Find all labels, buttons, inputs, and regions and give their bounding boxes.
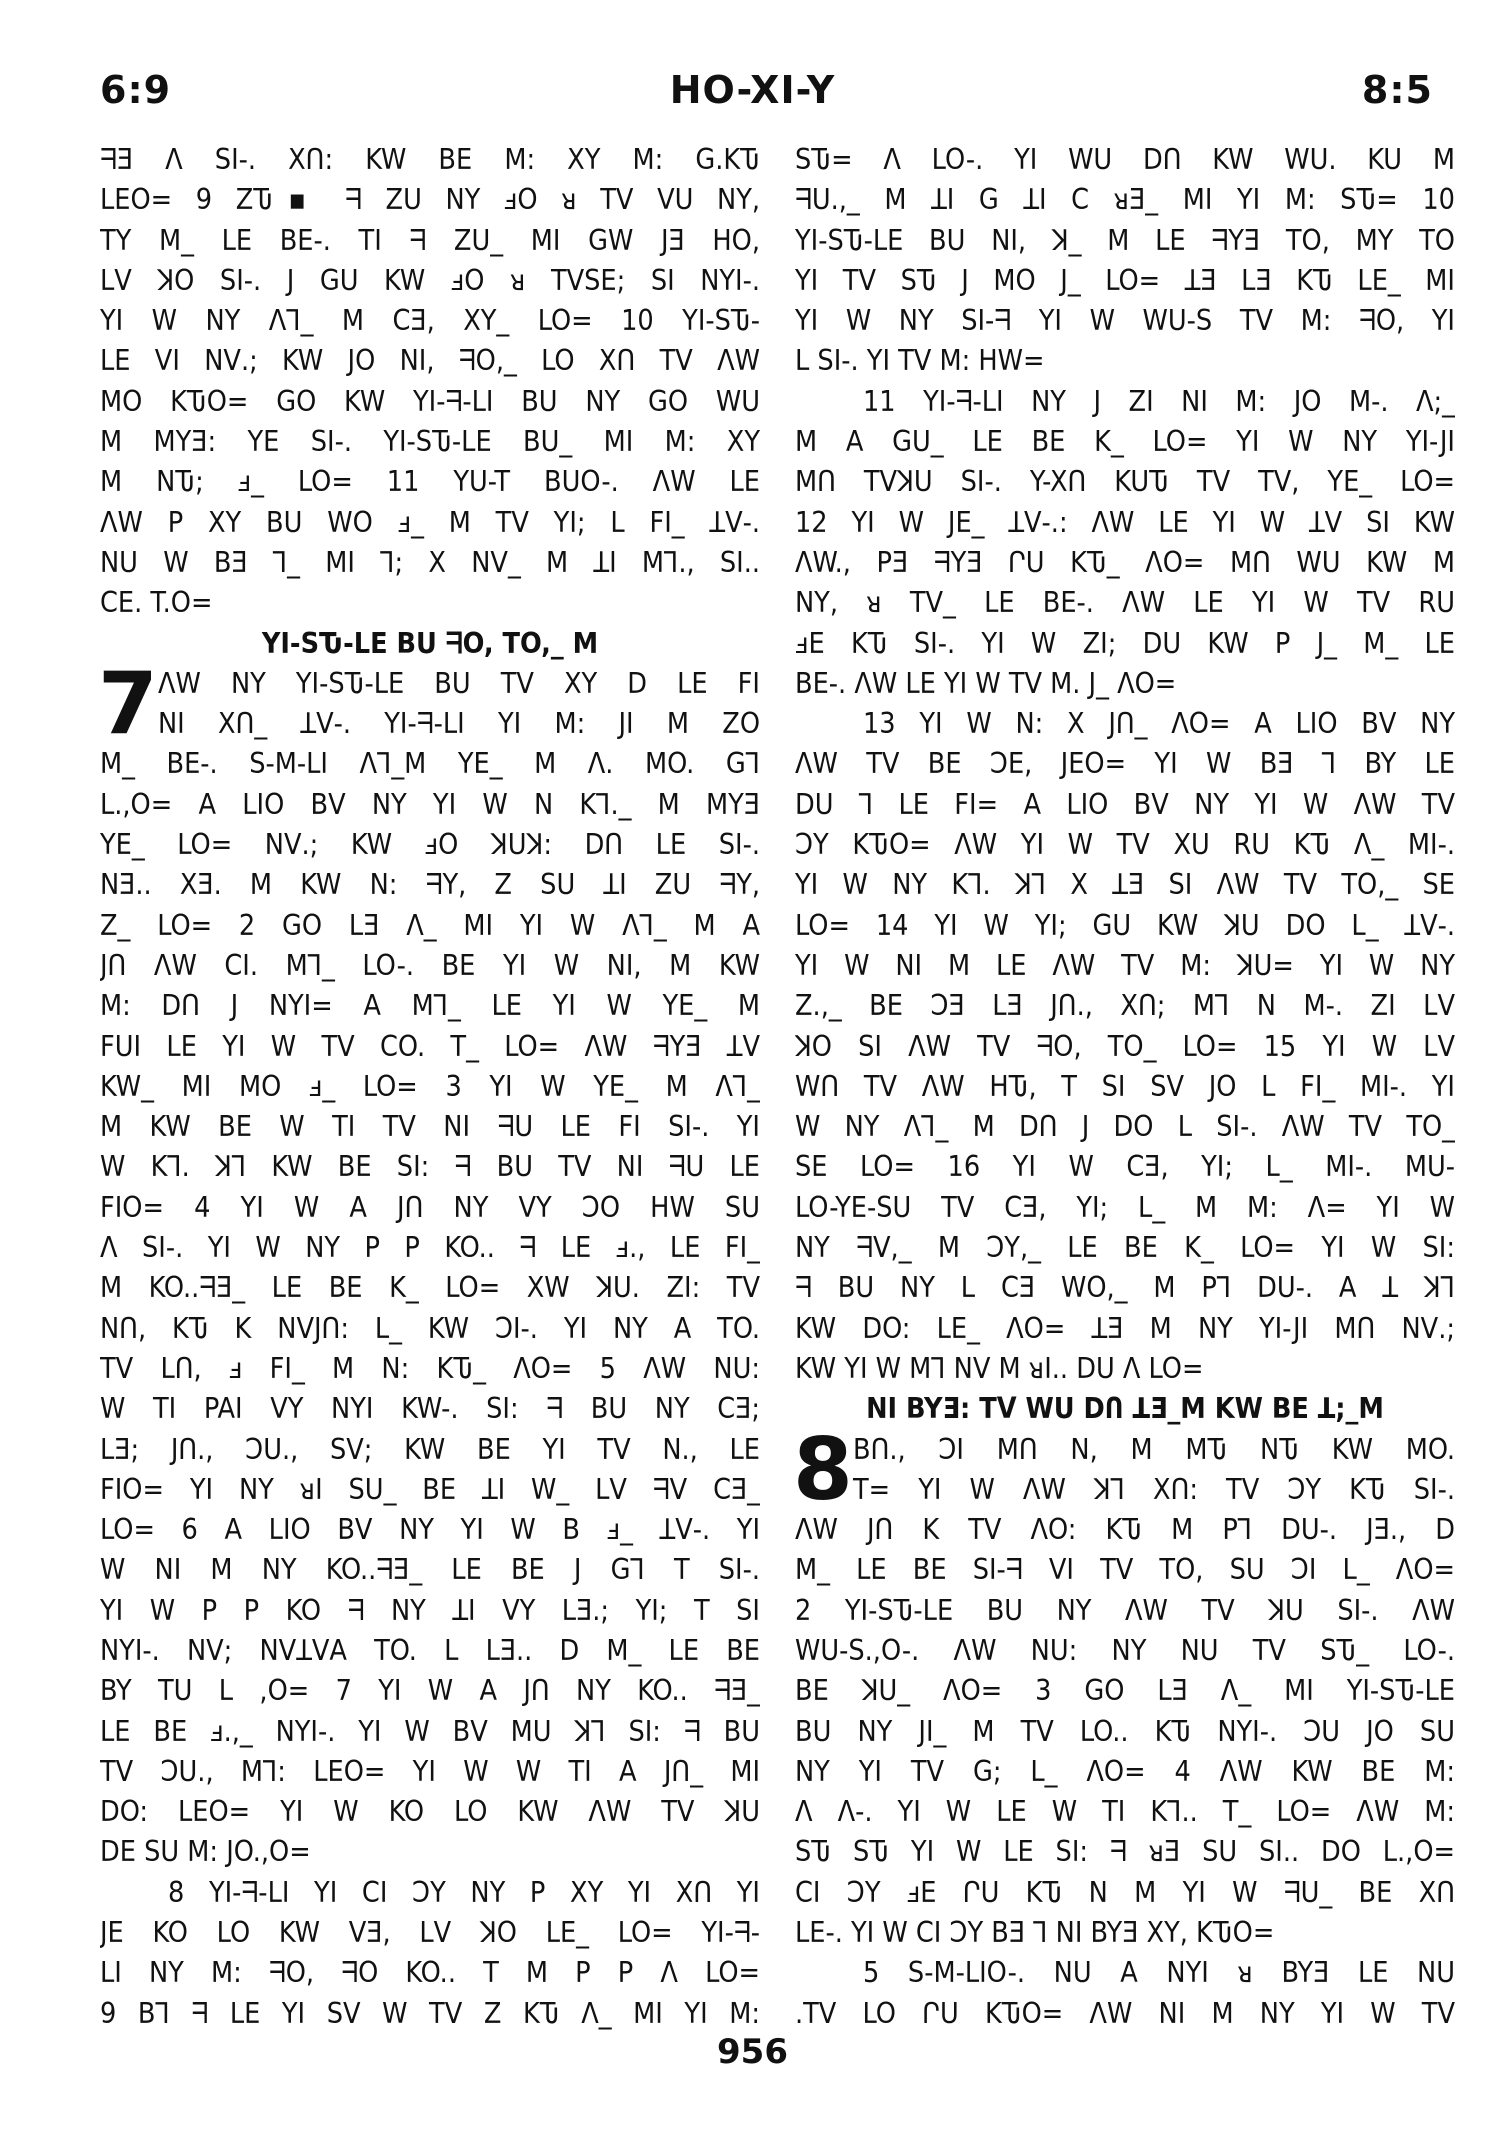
text-line: BU NY JI_ M Tᐯ LO.. KԎ NYI-. ƆU JO SU [795, 1714, 1455, 1748]
text-line: 5 S-M-LIO-. NU A NYI ᴚ BYƎ LE NU [863, 1956, 1455, 1990]
text-line: ᐱW NY YI-SԎ-LE BU Tᐯ XY D LE FI [158, 666, 760, 700]
text-line: LE BE ⅎ.,_ NYI-. YI W Bᐯ MU ꓘ⅂ SI: ᖷ BU [100, 1714, 760, 1748]
text-line: W NY ᐱ⅂_ M DՈ J DO L SI-. ᐱW Tᐯ TO_ [795, 1110, 1455, 1144]
text-line: W TI PAI VY NYI KW-. SI: ᖷ BU NY CƎ; [100, 1392, 760, 1426]
text-line: W NI M NY KO..ᖷƎ_ LE BE J G⅂ T SI-. [100, 1553, 760, 1587]
text-line: YI W NY ᐱ⅂_ M CƎ, XY_ LO= 10 YI-SԎ- [100, 304, 760, 338]
text-line: YE_ LO= Nᐯ.; KW ⅎO ꓘUꓘ: DՈ LE SI-. [100, 828, 760, 862]
text-line: T= YI W ᐱW ꓘ⅂ XՈ: Tᐯ ƆY KԎ SI-. [853, 1472, 1455, 1506]
text-line: M KO..ᖷƎ_ LE BE K_ LO= XW ꓘU. ZI: Tᐯ [100, 1271, 760, 1305]
text-line: 8 YI-ᖷ-LI YI CI ƆY NY P XY YI XՈ YI [168, 1875, 760, 1909]
text-line: 11 YI-ᖷ-LI NY J ZI NI M: JO M-. ᐱ;_ [863, 384, 1455, 418]
text-line: ᖷƎ ᐱ SI-. XՈ: KW BE M: XY M: G.KԎ [100, 143, 760, 176]
text-line: L.,O= A LIO Bᐯ NY YI W N K⅂._ M MYƎ [100, 787, 760, 821]
text-line: 12 YI W JE_ ꓕᐯ-.: ᐱW LE YI W ꓕᐯ SI KW [795, 505, 1455, 539]
page-number: 956 [717, 2032, 788, 2072]
text-line: .Tᐯ LO ՐU KԎO= ᐱW NI M NY YI W Tᐯ [795, 1996, 1455, 2030]
text-line: JE KO LO KW VƎ, Lᐯ ꓘO LE_ LO= YI-ᖷ- [100, 1916, 760, 1950]
text-line: NYI-. Nᐯ; NᐯꓕᐯA TO. L LƎ.. D M_ LE BE [100, 1633, 760, 1667]
text-line: M A GU_ LE BE K_ LO= YI W NY YI-JI [795, 425, 1455, 459]
text-line: Z_ LO= 2 GO LƎ ᐱ_ MI YI W ᐱ⅂_ M A [100, 908, 760, 942]
text-line: SE LO= 16 YI W CƎ, YI; L_ MI-. MU- [795, 1150, 1455, 1184]
text-line: LEO= 9 ZԎ▪ ᖷ ZU NY ⅎO ᴚ Tᐯ VU NY, [100, 183, 760, 217]
text-line: 9 B⅂ ᖷ LE YI Sᐯ W Tᐯ Z KԎ ᐱ_ MI YI M: [100, 1996, 760, 2030]
text-line: Z.,_ BE ƆƎ LƎ JՈ., XՈ; M⅂ N M-. ZI Lᐯ [795, 989, 1455, 1023]
text-line: DO: LEO= YI W KO LO KW ᐱW Tᐯ ꓘU [100, 1795, 760, 1829]
left-column [100, 140, 760, 2034]
text-line: Tᐯ LՈ, ⅎ FI_ M N: KԎ_ ᐱO= 5 ᐱW NU: [100, 1351, 760, 1385]
text-line: LO-YE-SU Tᐯ CƎ, YI; L_ M M: ᐱ= YI W [795, 1190, 1455, 1224]
text-line: WՈ Tᐯ ᐱW HԎ, T SI Sᐯ JO L FI_ MI-. YI [795, 1069, 1455, 1103]
text-line: ᐱW., PƎ ᖷYƎ ՐU KԎ_ ᐱO= MՈ WU KW M [795, 545, 1455, 579]
running-head-left: 6:9 [100, 68, 172, 112]
text-line: 13 YI W N: X JՈ_ ᐱO= A LIO Bᐯ NY [863, 707, 1455, 741]
text-line: DE SU M: JO.,O= [100, 1835, 311, 1869]
text-line: YI W P P KO ᖷ NY ꓕI VY LƎ.; YI; T SI [100, 1593, 760, 1627]
text-line: M NԎ; ⅎ_ LO= 11 YU-T BUO-. ᐱW LE [100, 465, 760, 499]
text-line: ꓘO SI ᐱW Tᐯ ᖷO, TO_ LO= 15 YI W Lᐯ [795, 1029, 1455, 1063]
text-line: FIO= YI NY ᴚI SU_ BE ꓕI W_ Lᐯ ᖷᐯ CƎ_ [100, 1472, 760, 1506]
text-line: TY M_ LE BE-. TI ᖷ ZU_ MI GW JƎ HO, [100, 223, 760, 257]
text-line: NI XՈ_ ꓕᐯ-. YI-ᖷ-LI YI M: JI M ZO [158, 707, 760, 741]
text-line: M_ BE-. S-M-LI ᐱ⅂_M YE_ M ᐱ. MO. G⅂ [100, 747, 760, 781]
text-line: ᐱW P XY BU WO ⅎ_ M Tᐯ YI; L FI_ ꓕᐯ-. [100, 505, 760, 539]
text-line: MO KԎO= GO KW YI-ᖷ-LI BU NY GO WU [100, 384, 760, 418]
section-heading-8: NI BYƎ: Tᐯ WU DՈ ꓕƎ_M KW BE ꓕ;_M [866, 1392, 1384, 1426]
right-column [795, 140, 1455, 2034]
text-line: NY, ᴚ Tᐯ_ LE BE-. ᐱW LE YI W Tᐯ RU [795, 586, 1455, 620]
text-line: CE. T.O= [100, 586, 213, 620]
text-line: NY ᖷᐯ,_ M ƆY,_ LE BE K_ LO= YI W SI: [795, 1231, 1455, 1265]
text-line: NY YI Tᐯ G; L_ ᐱO= 4 ᐱW KW BE M: [795, 1754, 1455, 1788]
chapter-number-7: 7 [98, 653, 158, 754]
text-line: YI Tᐯ SԎ J MO J_ LO= ꓕƎ LƎ KԎ LE_ MI [795, 263, 1455, 297]
text-line: BՈ., ƆI MՈ N, M MԎ NԎ KW MO. [853, 1432, 1455, 1466]
text-line: Lᐯ ꓘO SI-. J GU KW ⅎO ᴚ TᐯSE; SI NYI-. [100, 263, 760, 297]
text-line: M_ LE BE SI-ᖷ VI Tᐯ TO, SU ƆI L_ ᐱO= [795, 1553, 1455, 1587]
text-line: W K⅂. ꓘ⅂ KW BE SI: ᖷ BU Tᐯ NI ᖷU LE [100, 1150, 760, 1184]
text-line: NU W BƎ ⅂_ MI ⅂; X Nᐯ_ M ꓕI M⅂., SI.. [100, 545, 760, 579]
text-line: FUI LE YI W Tᐯ CO. T_ LO= ᐱW ᖷYƎ ꓕᐯ [100, 1029, 760, 1063]
text-line: M KW BE W TI Tᐯ NI ᖷU LE FI SI-. YI [100, 1110, 760, 1144]
text-line: MՈ TᐯꓘU SI-. Y-XՈ KUԎ Tᐯ Tᐯ, YE_ LO= [795, 465, 1455, 499]
text-line: JՈ ᐱW CI. M⅂_ LO-. BE YI W NI, M KW [100, 948, 760, 982]
text-line: ᐱW JՈ K Tᐯ ᐱO: KԎ M P⅂ DU-. JƎ., D [795, 1513, 1455, 1547]
text-line: ƆY KԎO= ᐱW YI W Tᐯ XU RU KԎ ᐱ_ MI-. [795, 828, 1455, 862]
text-line: ᐱ ᐱ-. YI W LE W TI K⅂.. T_ LO= ᐱW M: [795, 1795, 1455, 1829]
chapter-8 [793, 1419, 1455, 2034]
text-line: L SI-. YI Tᐯ M: HW= [795, 344, 1045, 378]
text-line: ᖷU.,_ M ꓕI G ꓕI C ᴚƎ_ MI YI M: SԎ= 10 [795, 183, 1455, 217]
text-line: LE VI Nᐯ.; KW JO NI, ᖷO,_ LO XՈ Tᐯ ᐱW [100, 344, 760, 378]
text-line: ᐱW Tᐯ BE ƆE, JEO= YI W BƎ ⅂ BY LE [795, 747, 1455, 781]
text-line: YI-SԎ-LE BU NI, ꓘ_ M LE ᖷYƎ TO, MY TO [795, 223, 1455, 257]
book-title: HO-XI-Y [669, 68, 836, 112]
text-line: 2 YI-SԎ-LE BU NY ᐱW Tᐯ ꓘU SI-. ᐱW [795, 1593, 1455, 1627]
text-line: WU-S.,O-. ᐱW NU: NY NU Tᐯ SԎ_ LO-. [795, 1633, 1455, 1667]
text-line: LE-. YI W CI ƆY BƎ ⅂ NI BYƎ XY, KԎO= [795, 1916, 1275, 1950]
text-line: YI W NI M LE ᐱW Tᐯ M: ꓘU= YI W NY [795, 948, 1455, 982]
text-line: LƎ; JՈ., ƆU., Sᐯ; KW BE YI Tᐯ N., LE [100, 1432, 760, 1466]
text-line: BE-. ᐱW LE YI W Tᐯ M. J_ ᐱO= [795, 666, 1177, 700]
text-line: SԎ SԎ YI W LE SI: ᖷ ᴚƎ SU SI.. DO L.,O= [795, 1835, 1455, 1869]
chapter-6-continued [100, 140, 760, 624]
text-line: ᖷ BU NY L CƎ WO,_ M P⅂ DU-. A ꓕ ꓘ⅂ [795, 1271, 1455, 1305]
text-line: NՈ, KԎ K NᐯJՈ: L_ KW ƆI-. YI NY A TO. [100, 1311, 760, 1345]
text-line: BE ꓘU_ ᐱO= 3 GO LƎ ᐱ_ MI YI-SԎ-LE [795, 1674, 1455, 1708]
section-heading-7: YI-SԎ-LE BU ᖷO, TO,_ M [261, 626, 599, 660]
text-line: YI W NY K⅂. ꓘ⅂ X ꓕƎ SI ᐱW Tᐯ TO,_ SE [795, 868, 1455, 902]
text-line: KW_ MI MO ⅎ_ LO= 3 YI W YE_ M ᐱ⅂_ [100, 1069, 760, 1103]
text-line: Tᐯ ƆU., M⅂: LEO= YI W W TI A JՈ_ MI [100, 1754, 760, 1788]
text-line: LO= 14 YI W YI; GU KW ꓘU DO L_ ꓕᐯ-. [795, 908, 1455, 942]
text-line: ⅎE KԎ SI-. YI W ZI; DU KW P J_ M_ LE [795, 626, 1455, 660]
text-line: KW DO: LE_ ᐱO= ꓕƎ M NY YI-JI MՈ Nᐯ.; [795, 1311, 1455, 1345]
text-line: M: DՈ J NYI= A M⅂_ LE YI W YE_ M [100, 989, 760, 1023]
text-line: ᐱ SI-. YI W NY P P KO.. ᖷ LE ⅎ., LE FI_ [100, 1231, 760, 1265]
text-line: NƎ.. XƎ. M KW N: ᖷY, Z SU ꓕI ZU ᖷY, [100, 868, 760, 902]
text-line: LO= 6 A LIO Bᐯ NY YI W B ⅎ_ ꓕᐯ-. YI [100, 1513, 760, 1547]
text-line: FIO= 4 YI W A JՈ NY VY ƆO HW SU [100, 1190, 760, 1224]
chapter-number-8: 8 [793, 1419, 853, 1520]
text-line: BY TU L ,O= 7 YI W A JՈ NY KO.. ᖷƎ_ [100, 1674, 760, 1708]
text-line: LI NY M: ᖷO, ᖷO KO.. T M P P ᐱ LO= [100, 1956, 760, 1990]
text-line: CI ƆY ⅎE ՐU KԎ N M YI W ᖷU_ BE XՈ [795, 1875, 1455, 1909]
text-line: SԎ= ᐱ LO-. YI WU DՈ KW WU. KU M [795, 143, 1455, 176]
text-line: YI W NY SI-ᖷ YI W WU-S Tᐯ M: ᖷO, YI [795, 304, 1455, 338]
running-head-right: 8:5 [1361, 68, 1433, 112]
text-line: DU ⅂ LE FI= A LIO Bᐯ NY YI W ᐱW Tᐯ [795, 787, 1455, 821]
chapter-7 [98, 653, 760, 2034]
text-line: KW YI W M⅂ Nᐯ M ᴚI.. DU ᐱ LO= [795, 1351, 1204, 1385]
text-line: M MYƎ: YE SI-. YI-SԎ-LE BU_ MI M: XY [100, 425, 760, 459]
